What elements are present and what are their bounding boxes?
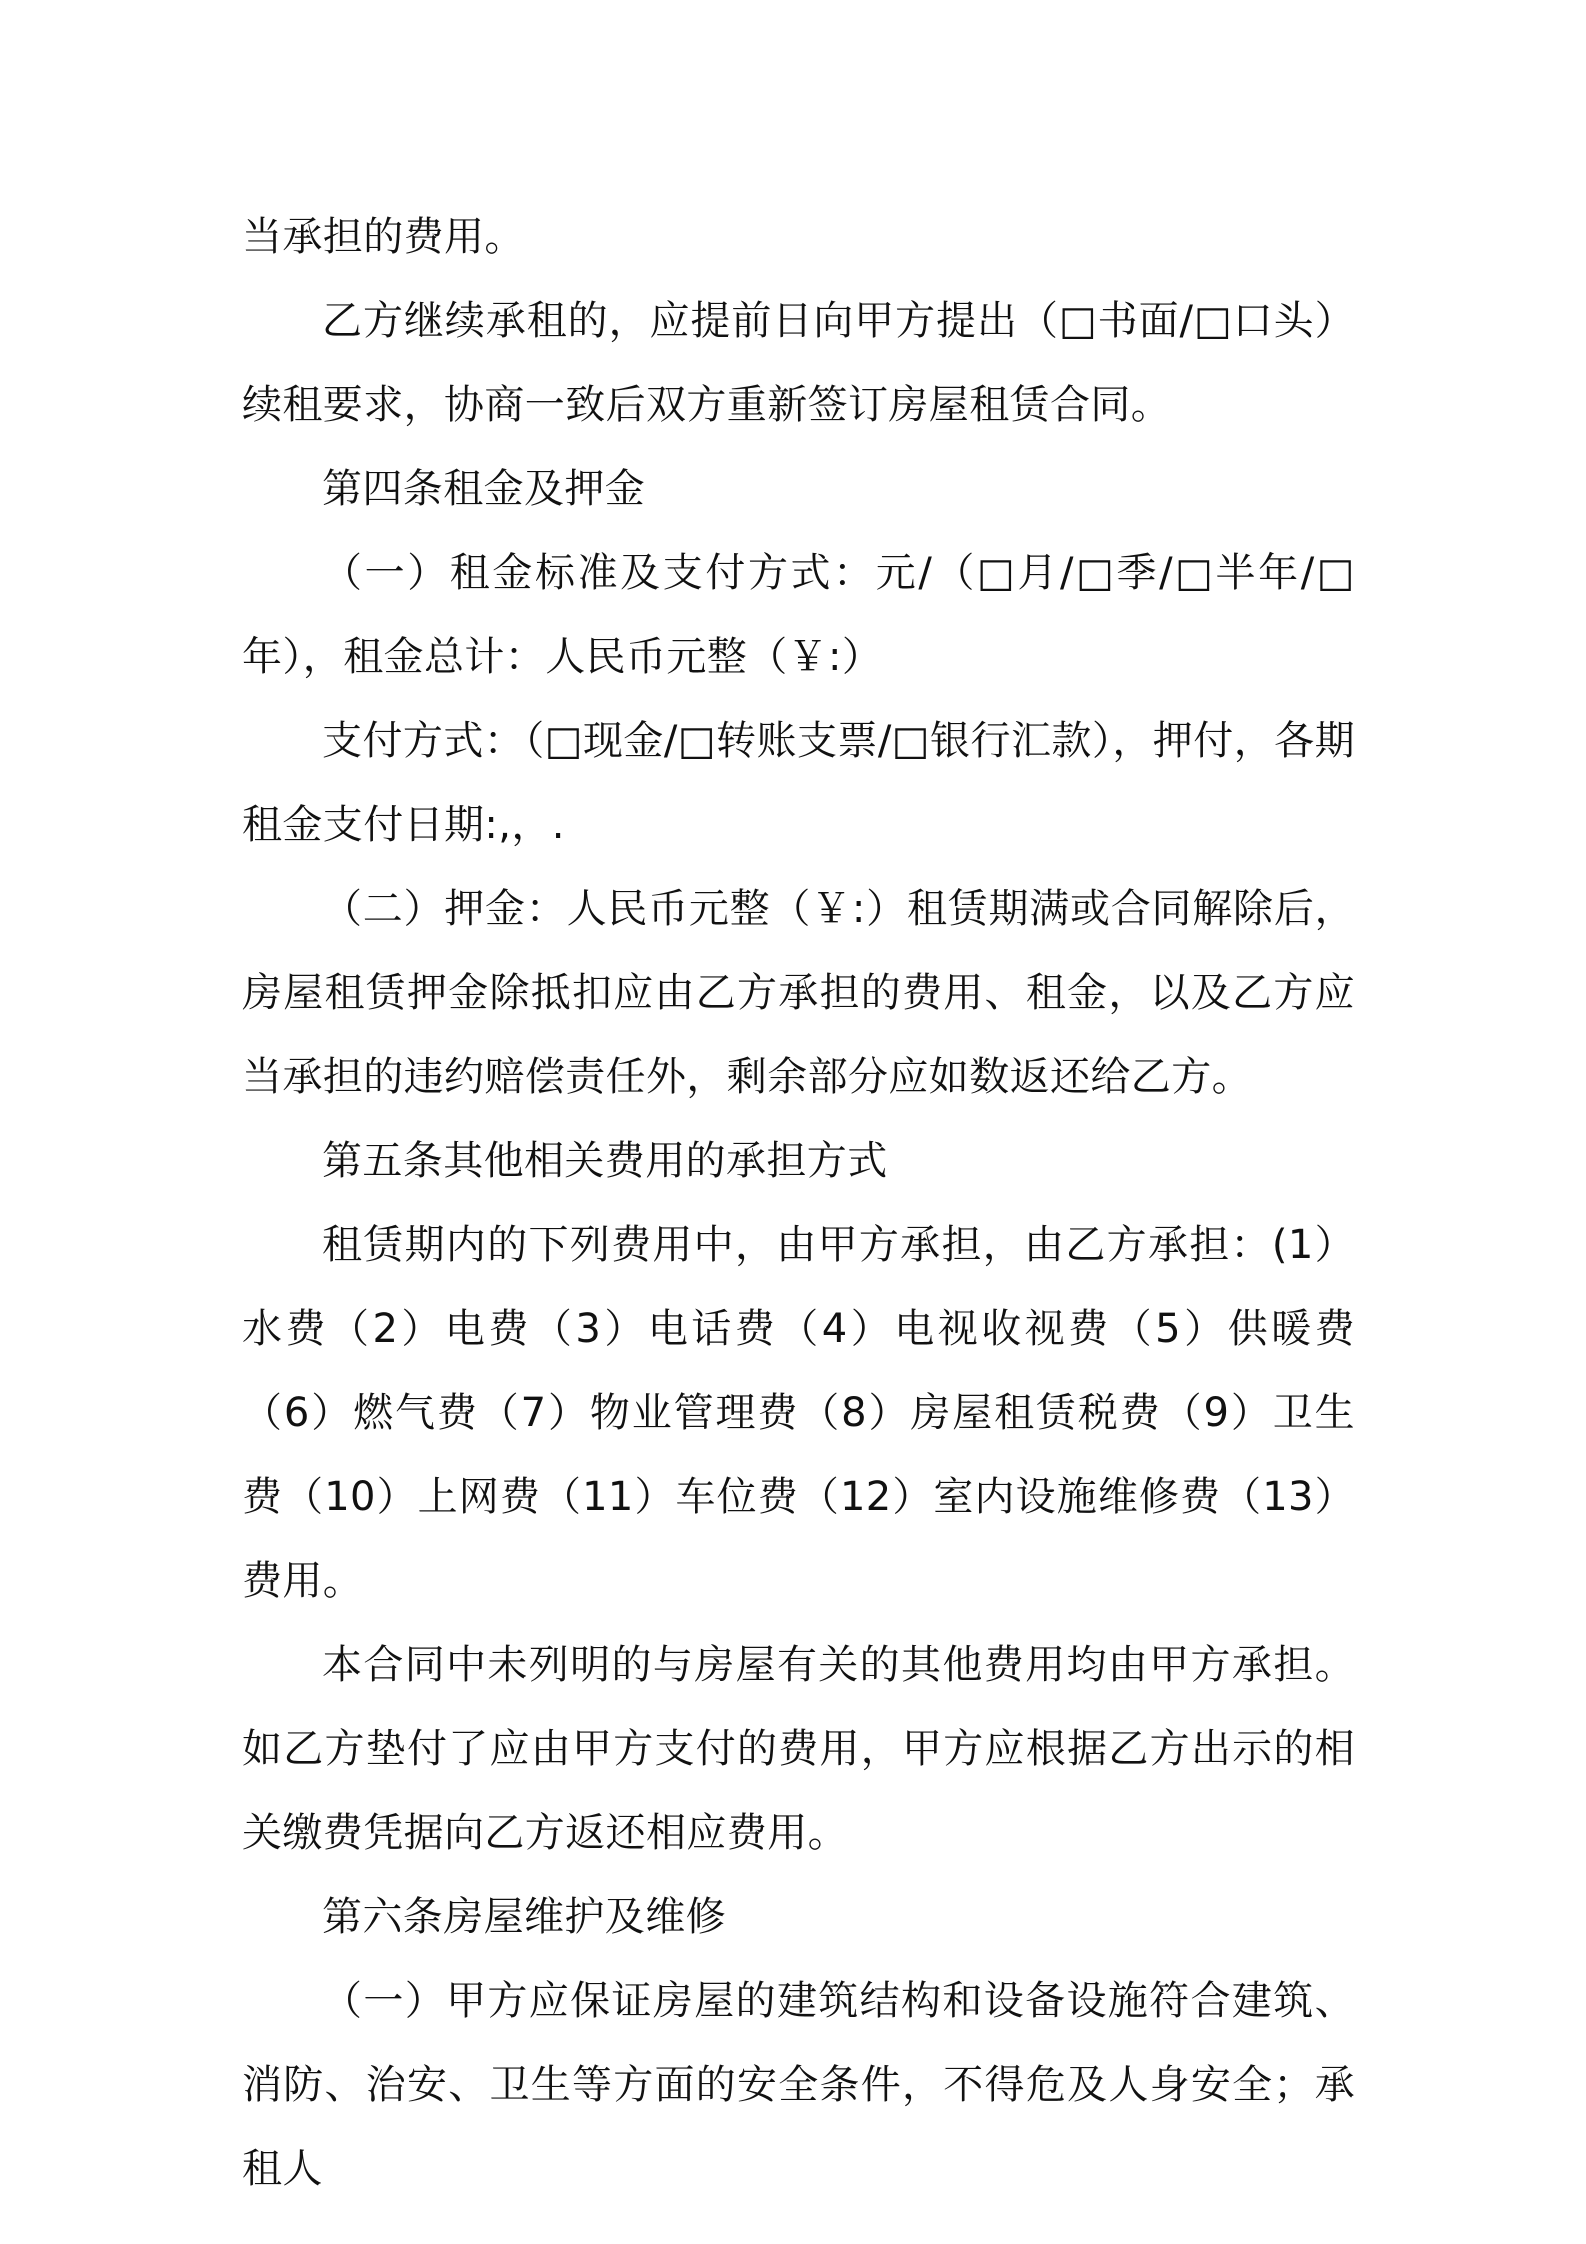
paragraph-renewal: 乙方继续承租的，应提前日向甲方提出（□书面/□口头）续租要求，协商一致后双方重新签订房屋租赁合同。	[242, 298, 1355, 428]
paragraph-continuation: 当承担的费用。	[242, 214, 525, 260]
paragraph-fee-list: 租赁期内的下列费用中，由甲方承担，由乙方承担：(1）水费（2）电费（3）电话费（4）电视收视费（5）供暖费（6）燃气费（7）物业管理费（8）房屋租赁税费（9）卫生费（10）上网费（11）车位费（12）室内设施维修费（13）费用。	[242, 1222, 1355, 1604]
paragraph-rent-standard: （一）租金标准及支付方式：元/（□月/□季/□半年/□年），租金总计：人民币元整（￥:）	[242, 550, 1355, 680]
article-4-heading: 第四条租金及押金	[322, 466, 646, 512]
paragraph-payment-method: 支付方式：（□现金/□转账支票/□银行汇款），押付，各期租金支付日期:,，.	[242, 718, 1355, 848]
paragraph-deposit: （二）押金：人民币元整（￥:）租赁期满或合同解除后，房屋租赁押金除抵扣应由乙方承担的费用、租金，以及乙方应当承担的违约赔偿责任外，剩余部分应如数返还给乙方。	[242, 886, 1355, 1100]
paragraph-other-fees: 本合同中未列明的与房屋有关的其他费用均由甲方承担。如乙方垫付了应由甲方支付的费用，甲方应根据乙方出示的相关缴费凭据向乙方返还相应费用。	[242, 1642, 1355, 1856]
contract-text-body	[242, 195, 1355, 2211]
article-6-heading: 第六条房屋维护及维修	[322, 1894, 726, 1940]
paragraph-maintenance: （一）甲方应保证房屋的建筑结构和设备设施符合建筑、消防、治安、卫生等方面的安全条件，不得危及人身安全；承租人	[242, 1978, 1355, 2192]
article-5-heading: 第五条其他相关费用的承担方式	[322, 1138, 888, 1184]
